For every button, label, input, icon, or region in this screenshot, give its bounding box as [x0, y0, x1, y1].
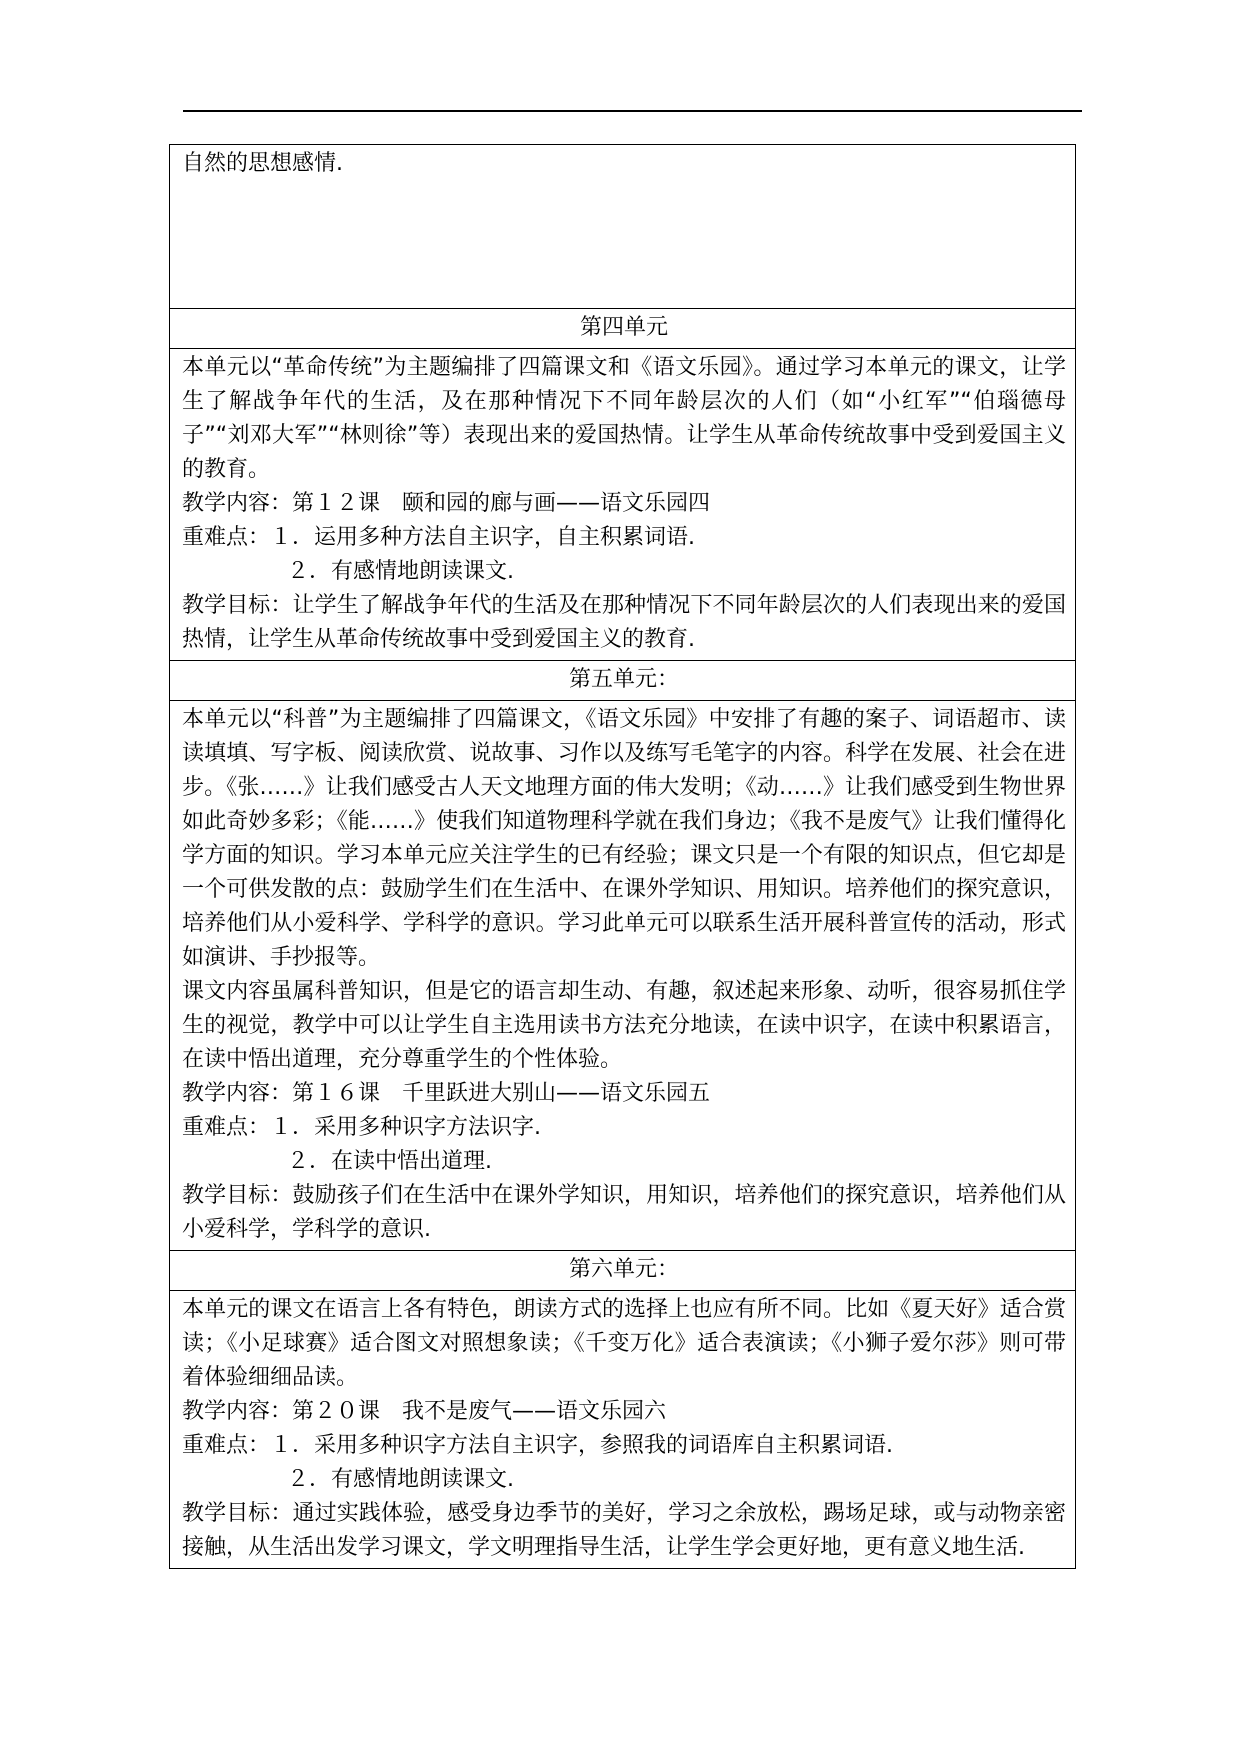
unit-6-content: 教学内容：第２０课 我不是废气——语文乐园六 [182, 1399, 667, 1424]
unit-6-title-row [170, 1251, 1076, 1291]
unit-5-content: 教学内容：第１６课 千里跃进大别山——语文乐园五 [182, 1081, 711, 1106]
unit-6-body [170, 1291, 1076, 1569]
unit-5-title-row [170, 661, 1076, 701]
lesson-plan-table [169, 144, 1076, 1569]
unit-4-key-points: 重难点：１．运用多种方法自主识字，自主积累词语. [182, 525, 695, 550]
unit-5-title: 第五单元： [170, 661, 1076, 701]
continuation-text: 自然的思想感情. [182, 151, 343, 176]
unit-5-key-points: 重难点：１．采用多种识字方法识字. [182, 1115, 541, 1140]
continuation-cell [170, 145, 1076, 309]
unit-5-body [170, 701, 1076, 1251]
header-rule [183, 110, 1082, 112]
unit-4-key-points-2: ２．有感情地朗读课文. [287, 559, 514, 584]
unit-6-goal: 教学目标：通过实践体验，感受身边季节的美好，学习之余放松，踢场足球，或与动物亲密接触，从生活出发学习课文，学文明理指导生活，让学生学会更好地，更有意义地生活. [182, 1501, 1066, 1560]
unit-5-body-row [170, 701, 1076, 1251]
unit-4-goal: 教学目标：让学生了解战争年代的生活及在那种情况下不同年龄层次的人们表现出来的爱国热情，让学生从革命传统故事中受到爱国主义的教育. [182, 593, 1066, 652]
unit-6-body-row [170, 1291, 1076, 1569]
unit-4-body [170, 349, 1076, 661]
unit-4-title: 第四单元 [170, 309, 1076, 349]
continuation-row [170, 145, 1076, 309]
unit-5-intro: 本单元以“科普”为主题编排了四篇课文，《语文乐园》中安排了有趣的案子、词语超市、读读填填、写字板、阅读欣赏、说故事、习作以及练写毛笔字的内容。科学在发展、社会在进步。《张……》让我们感受古人天文地理方面的伟大发明；《动……》让我们感受到生物世界如此奇妙多彩；《能……》使我们知道物理科学就在我们身边；《我不是废气》让我们懂得化学方面的知识。学习本单元应关注学生的已有经验；课文只是一个有限的知识点，但它却是一个可供发散的点：鼓励学生们在生活中、在课外学知识、用知识。培养他们的探究意识，培养他们从小爱科学、学科学的意识。学习此单元可以联系生活开展科普宣传的活动，形式如演讲、手抄报等。 [182, 707, 1066, 970]
unit-6-key-points-2: ２．有感情地朗读课文. [287, 1467, 514, 1492]
unit-4-intro: 本单元以“革命传统”为主题编排了四篇课文和《语文乐园》。通过学习本单元的课文，让学生了解战争年代的生活，及在那种情况下不同年龄层次的人们（如“小红军”“伯瑙德母子”“刘邓大军”“林则徐”等）表现出来的爱国热情。让学生从革命传统故事中受到爱国主义的教育。 [182, 355, 1066, 482]
unit-4-body-row [170, 349, 1076, 661]
unit-4-title-row [170, 309, 1076, 349]
unit-6-intro: 本单元的课文在语言上各有特色，朗读方式的选择上也应有所不同。比如《夏天好》适合赏读；《小足球赛》适合图文对照想象读；《千变万化》适合表演读；《小狮子爱尔莎》则可带着体验细细品读。 [182, 1297, 1066, 1390]
unit-4-content: 教学内容：第１２课 颐和园的廊与画——语文乐园四 [182, 491, 711, 516]
unit-5-key-points-2: ２．在读中悟出道理. [287, 1149, 492, 1174]
unit-6-key-points: 重难点：１．采用多种识字方法自主识字，参照我的词语库自主积累词语. [182, 1433, 893, 1458]
unit-5-intro-2: 课文内容虽属科普知识，但是它的语言却生动、有趣，叙述起来形象、动听，很容易抓住学生的视觉，教学中可以让学生自主选用读书方法充分地读，在读中识字，在读中积累语言，在读中悟出道理，充分尊重学生的个性体验。 [182, 979, 1066, 1072]
unit-5-goal: 教学目标：鼓励孩子们在生活中在课外学知识，用知识，培养他们的探究意识，培养他们从小爱科学，学科学的意识. [182, 1183, 1066, 1242]
unit-6-title: 第六单元： [170, 1251, 1076, 1291]
